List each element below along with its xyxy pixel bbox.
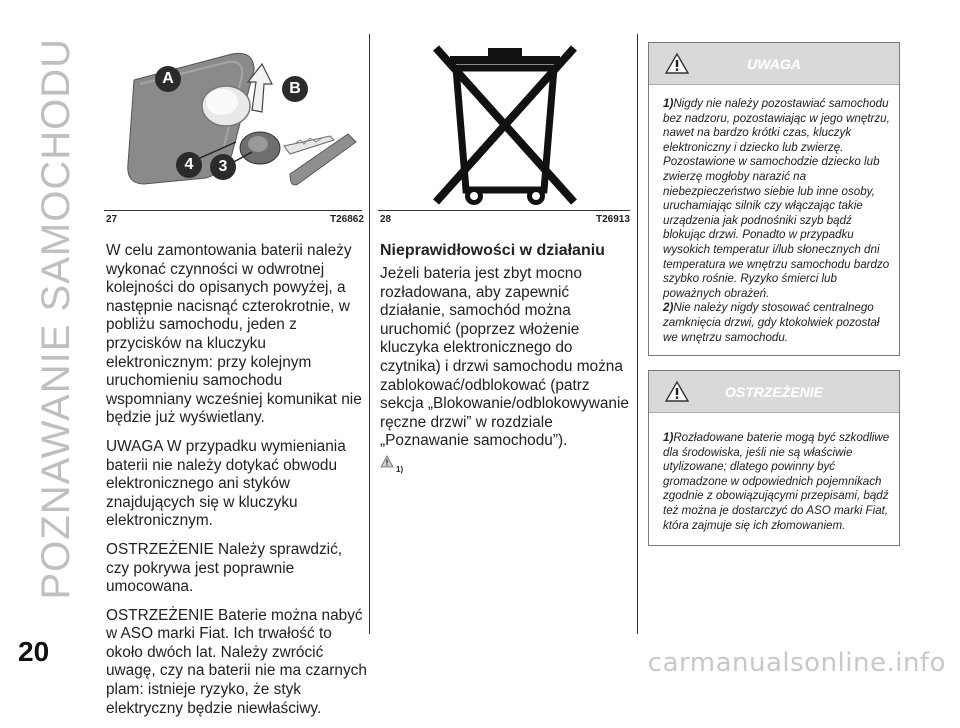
- warning-triangle-icon: [380, 455, 394, 468]
- paragraph-malfunction: Jeżeli bateria jest zbyt mocno rozładowana, aby zapewnić działanie, samochód można uruchomić (poprzez włożenie kluczyka elektronicznego do czytnika) i drzwi samochodu można zablokować/odblokować (patrz sekcja „Blokowanie/odblokowywanie ręczne drzwi” w rozdziale „Poznawanie samochodu”).: [380, 265, 629, 450]
- section-side-title: POZNAWANIE SAMOCHODU: [34, 38, 78, 600]
- uwaga-item-1-number: 1): [663, 97, 674, 110]
- ostrzezenie-caution-box: [648, 370, 900, 546]
- section-heading: Nieprawidłowości w działaniu: [380, 242, 605, 259]
- figure-28-number: 28: [380, 214, 392, 225]
- figure-27-code: T26862: [330, 214, 364, 225]
- column-divider-1: [369, 34, 370, 634]
- uwaga-item-1-text: Nigdy nie należy pozostawiać samochodu bez nadzoru, pozostawiając w jego wnętrzu, nawet na bardzo krótki czas, kluczyk elektroniczny i dziecko lub zwierzę. Pozostawione w samochodzie dziecko lub zwierzę mogłoby narazić na niebezpieczeństwo siebie lub inne osoby, uruchamiając silnik czy włączając takie urządzenia jak podnośniki szyb bądź blokując drzwi. Ponadto w przypadku wysokich temperatur i/lub słonecznych dni temperatura we wnętrzu samochodu bardzo szybko rośnie. Ryzyko śmierci lub poważnych obrażeń.: [663, 97, 890, 300]
- page-number: 20: [18, 636, 50, 667]
- ostrzezenie-box-header: [649, 371, 899, 413]
- callout-B: B: [282, 76, 308, 102]
- uwaga-item-1: [663, 97, 893, 301]
- figure-28-rule: [378, 210, 630, 211]
- ostrzezenie-item-1-number: 1): [663, 431, 674, 444]
- uwaga-item-2-number: 2): [663, 301, 674, 315]
- caution-triangle-icon: [665, 381, 689, 402]
- figure-28-weee-bin: [378, 34, 630, 210]
- ostrzezenie-box-title: OSTRZEŻENIE: [724, 383, 823, 400]
- ostrzezenie-item-1: [663, 431, 893, 533]
- callout-A: A: [155, 66, 181, 92]
- uwaga-warning-box: [648, 42, 900, 356]
- warning-reference: [380, 455, 632, 480]
- uwaga-box-title: UWAGA: [747, 55, 801, 72]
- warning-reference-number: 1): [396, 464, 404, 474]
- column-divider-2: [637, 34, 638, 634]
- key-battery-illustration: [104, 34, 362, 210]
- crossed-bin-icon: [378, 34, 630, 210]
- callout-4: 4: [176, 152, 202, 178]
- uwaga-item-2: [663, 301, 893, 345]
- paragraph-battery-install: W celu zamontowania baterii należy wykonać czynności w odwrotnej kolejności do opisanych powyżej, a następnie nacisnąć czterokrotnie, w pobliżu samochodu, jeden z przycisków na kluczyku elektronicznym: przy kolejnym uruchomieniu samochodu wspomniany wcześniej komunikat nie będzie już wyświetlany.: [106, 242, 362, 427]
- paragraph-cover-check: OSTRZEŻENIE Należy sprawdzić, czy pokrywa jest poprawnie umocowana.: [106, 540, 343, 596]
- column-1-text: [106, 242, 368, 728]
- uwaga-item-2-text: Nie należy nigdy stosować centralnego zamknięcia drzwi, gdy ktokolwiek pozostał we wnętrzu samochodu.: [663, 301, 880, 344]
- figure-27-rule: [104, 210, 362, 211]
- uwaga-box-body: [649, 85, 899, 355]
- column-2-text: [380, 241, 632, 480]
- paragraph-uwaga-circuit: UWAGA W przypadku wymieniania baterii nie należy dotykać obwodu elektronicznego ani styków znajdujących się w kluczyku elektronicznym.: [106, 437, 346, 530]
- ostrzezenie-box-body: [649, 413, 899, 543]
- ostrzezenie-item-1-text: Rozładowane baterie mogą być szkodliwe dla środowiska, jeśli nie są właściwie utylizowane; dlatego powinny być gromadzone w odpowiednich pojemnikach zgodnie z obowiązującymi przepisami, bądź też można je dostarczyć do ASO marki Fiat, która zajmuje się ich złomowaniem.: [663, 431, 890, 532]
- uwaga-box-header: [649, 43, 899, 85]
- callout-3: 3: [210, 154, 236, 180]
- site-watermark: carmanualsonline.info: [647, 648, 946, 678]
- figure-27-number: 27: [106, 214, 118, 225]
- danger-triangle-icon: [665, 53, 689, 74]
- figure-28-code: T26913: [596, 214, 630, 225]
- figure-27-key-battery: [104, 34, 362, 210]
- paragraph-battery-purchase: OSTRZEŻENIE Baterie można nabyć w ASO marki Fiat. Ich trwałość to około dwóch lat. Należy zwrócić uwagę, czy na baterii nie ma czarnych plam: istnieje ryzyko, że styk elektryczny będzie niewłaściwy.: [106, 606, 367, 717]
